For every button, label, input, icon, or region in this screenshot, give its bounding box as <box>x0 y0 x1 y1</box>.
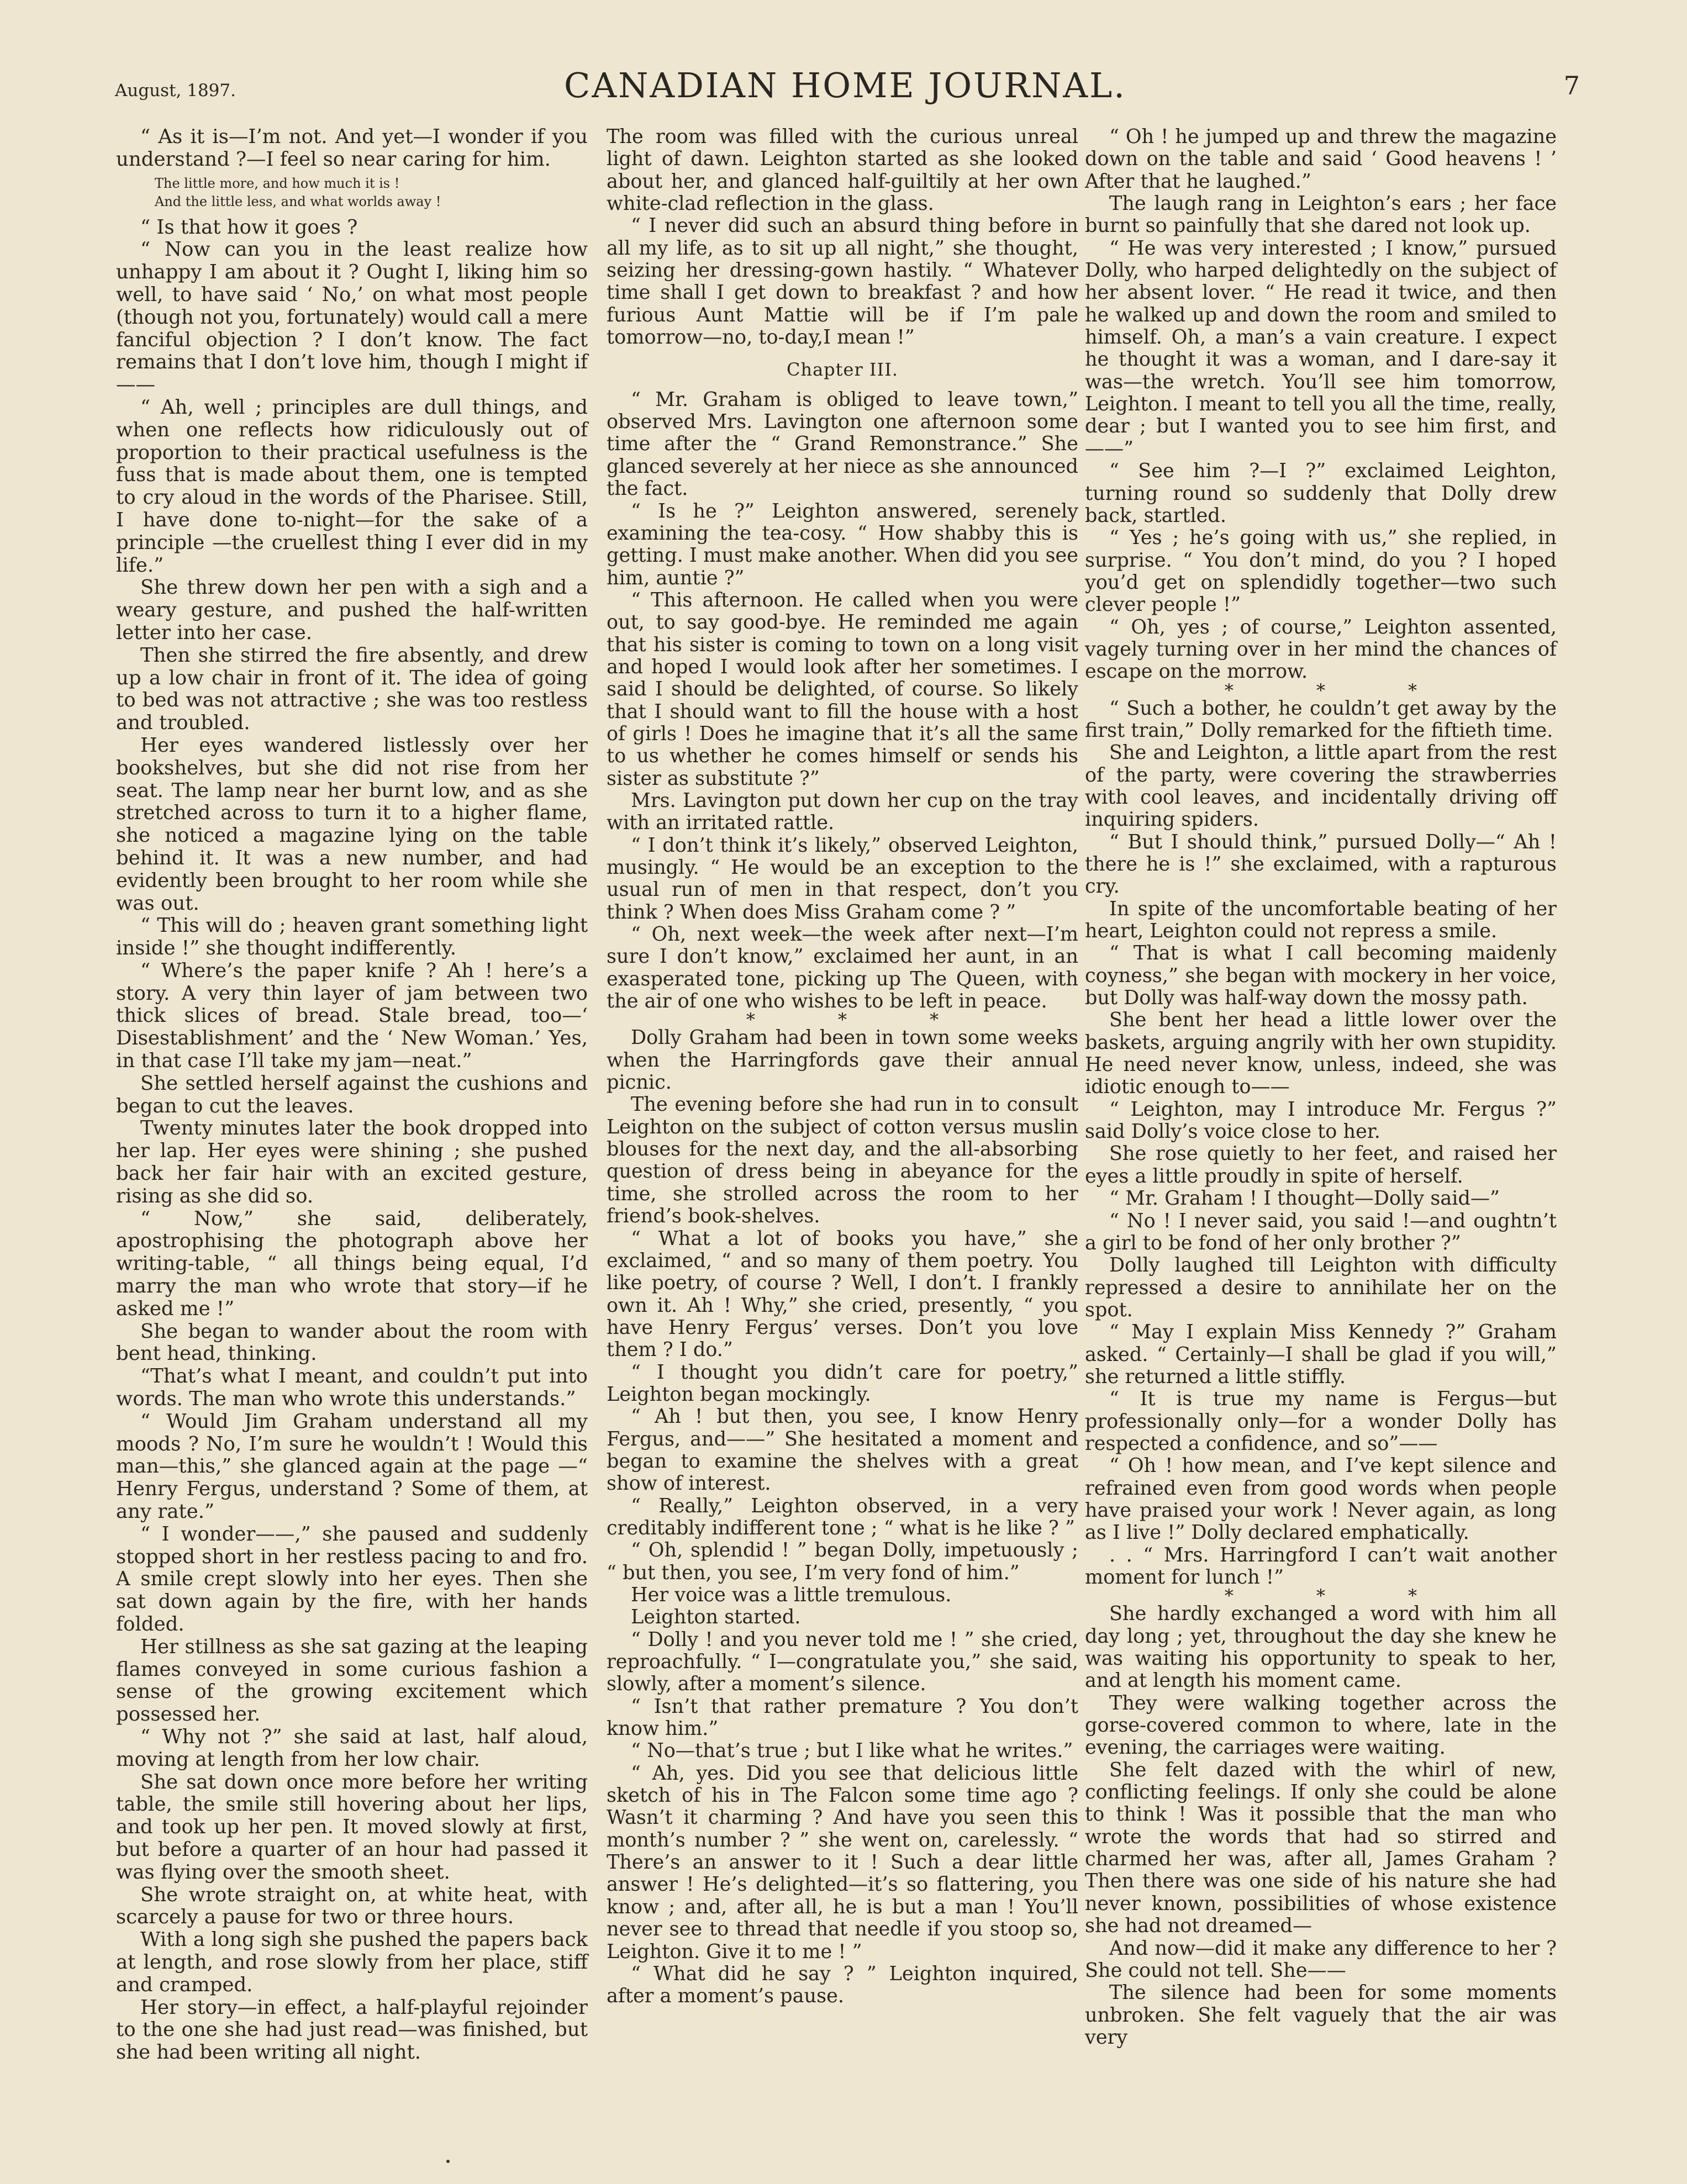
paragraph: “ Is that how it goes ? <box>140 215 358 239</box>
paragraph: “ Is he ?” Leighton answered, serenely examining the tea-cosy. “ How shabby this is getting. I must make another. When did you see him, auntie ?” <box>607 499 1078 589</box>
paragraph: Her story—in effect, a half-playful rejoinder to the one she had just read—was finished, but she had been writing all night. <box>116 1996 588 2064</box>
paragraph: The laugh rang in Leighton’s ears ; her face burnt so painfully that she dared not look up. <box>1085 192 1557 238</box>
paragraph: . . “ Mrs. Harringford I can’t wait another moment for lunch !” <box>1085 1543 1557 1589</box>
text-column-2 <box>607 126 1078 2065</box>
paragraph: They were walking together across the gorse-covered common to where, late in the evening, the carriages were waiting. <box>1085 1691 1557 1759</box>
paragraph: “ Oh, next week—the week after next—I’m sure I don’t know,” exclaimed her aunt, in an exasperated tone, picking up The Queen, with the air of one who wishes to be left in peace. <box>607 923 1078 1013</box>
paragraph: “ Now can you in the least realize how unhappy I am about it ? Ought I, liking him so well, to have said ‘ No,’ on what most people (though not you, fortunately) would call a mere fanciful objection ? I don’t know. The fact remains that I don’t love him, though I might if—— <box>116 238 588 397</box>
paragraph: “ This afternoon. He called when you were out, to say good-bye. He reminded me again that his sister is coming to town on a long visit and hoped I would look after her sometimes. I said I should be delighted, of course. So likely that I should want to fill the house with a host of girls ! Does he imagine that it’s all the same to us whether he comes himself or sends his sister as substitute ?” <box>607 588 1078 790</box>
paragraph: She settled herself against the cushions and began to cut the leaves. <box>116 1072 588 1117</box>
section-break-asterisks: * * * <box>1224 679 1456 701</box>
paragraph: “ What a lot of books you have,” she exclaimed, “ and so many of them poetry. You like poetry, of course ? Well, I don’t. I frankly own it. Ah ! Why,” she cried, presently, “ you have Henry Fergus’ verses. Don’t you love them ? I do.” <box>607 1227 1078 1362</box>
verse-line: And the little less, and what worlds away ! <box>155 193 441 209</box>
paragraph: “ Ah ! but then, you see, I know Henry Fergus, and——” She hesitated a moment and began to examine the shelves with a great show of interest. <box>607 1405 1078 1495</box>
paragraph: She bent her head a little lower over the baskets, arguing angrily with her own stupidity. He need never know, unless, indeed, she was idiotic enough to—— <box>1085 1009 1557 1099</box>
page-header <box>110 65 1580 115</box>
paragraph: She rose quietly to her feet, and raised her eyes a little proudly in spite of herself. <box>1085 1142 1557 1188</box>
paragraph: “ I don’t think it’s likely,” observed Leighton, musingly. “ He would be an exception to the usual run of men in that respect, don’t you think ? When does Miss Graham come ? ” <box>607 833 1078 924</box>
paragraph: “ As it is—I’m not. And yet—I wonder if you understand ?—I feel so near caring for him. <box>116 125 588 171</box>
paragraph: “ Ah, yes. Did you see that delicious little sketch of his in The Falcon some time ago ? Wasn’t it charming ? And have you seen this month’s number ? ” she went on, carelessly. “ There’s an answer to it ! Such a dear little answer ! He’s delighted—it’s so flattering, you know ; and, after all, he is but a man ! You’ll never see to thread that needle if you stoop so, Leighton. Give it to me ! ” <box>607 1761 1078 1963</box>
text-column-1 <box>116 126 588 2065</box>
verse-quote <box>155 175 588 211</box>
paragraph: She began to wander about the room with bent head, thinking. <box>116 1320 588 1365</box>
issue-date: August, 1897. <box>115 81 236 101</box>
verse-line: The little more, and how much it is ! <box>155 175 400 191</box>
publication-title: CANADIAN HOME JOURNAL. <box>563 65 1127 105</box>
paragraph: “ Why not ?” she said at last, half aloud, moving at length from her low chair. <box>116 1725 588 1771</box>
paragraph: “ This will do ; heaven grant something light inside !” she thought indifferently. <box>116 914 588 960</box>
paragraph: Her stillness as she sat gazing at the leaping flames conveyed in some curious fashion a sense of the growing excitement which possessed her. <box>116 1635 588 1726</box>
paragraph: Her eyes wandered listlessly over her bookshelves, but she did not rise from her seat. The lamp near her burnt low, and as she stretched across to turn it to a higher flame, she noticed a magazine lying on the table behind it. It was a new number, and had evidently been brought to her room while she was out. <box>116 734 588 915</box>
paragraph: “ Oh, splendid ! ” began Dolly, impetuously ; “ but then, you see, I’m very fond of him.” <box>607 1539 1078 1584</box>
paragraph: “ No—that’s true ; but I like what he writes.” <box>631 1739 1073 1763</box>
paragraph: “ He was very interested ; I know,” pursued Dolly, who harped delightedly on the subject of her absent lover. “ He read it twice, and then he walked up and down the room and smiled to himself. Oh, a man’s a vain creature. I expect he thought it was a woman, and I dare-say it was—the wretch. You’ll see him tomorrow, Leighton. I meant to tell you all the time, really, dear ; but I wanted you to see him first, and——” <box>1085 236 1557 460</box>
paragraph: “ Dolly ! and you never told me ! ” she cried, reproachfully. “ I—congratulate you,” she said, slowly, after a moment’s silence. <box>607 1628 1078 1696</box>
text-column-3 <box>1085 126 1557 2065</box>
paragraph: She hardly exchanged a word with him all day long ; yet, throughout the day she knew he was waiting his opportunity to speak to her, and at length his moment came. <box>1085 1602 1557 1692</box>
paragraph: “ Mr. Graham ! I thought—Dolly said—” <box>1109 1187 1500 1210</box>
paragraph: The evening before she had run in to consult Leighton on the subject of cotton versus muslin blouses for the next day, and the all-absorbing question of dress being in abeyance for the time, she strolled across the room to her friend’s book-shelves. <box>607 1093 1078 1228</box>
paragraph: Then she stirred the fire absently, and drew up a low chair in front of it. The idea of going to bed was not attractive ; she was too restless and troubled. <box>116 643 588 735</box>
paragraph: “ Oh, yes ; of course,” Leighton assented, vagely turning over in her mind the chances of escape on the morrow. <box>1085 615 1557 683</box>
paragraph: And now—did it make any difference to her ? She could not tell. She—— <box>1085 1937 1557 1982</box>
section-break-asterisks: * * * <box>1224 1585 1456 1607</box>
paragraph: “ Oh ! he jumped up and threw the magazine down on the table and said ‘ Good heavens ! ’ After that he laughed.” <box>1085 125 1557 193</box>
paragraph: With a long sigh she pushed the papers back at length, and rose slowly from her place, stiff and cramped. <box>116 1928 588 1996</box>
paragraph: “ See him ?—I ?” exclaimed Leighton, turning round so suddenly that Dolly drew back, startled. <box>1085 460 1557 527</box>
paragraph: She felt dazed with the whirl of new, conflicting feelings. If only she could be alone to think ! Was it possible that the man who wrote the words that had so stirred and charmed her was, after all, James Graham ? Then there was one side of his nature she had never known, possibilities of whose existence she had not dreamed— <box>1085 1758 1557 1938</box>
paragraph: “ Oh ! how mean, and I’ve kept silence and refrained even from good words when people have praised your work ! Never again, as long as I live !” Dolly declared emphatically. <box>1085 1454 1557 1544</box>
paragraph: “ Such a bother, he couldn’t get away by the first train,” Dolly remarked for the fiftieth time. <box>1085 697 1557 742</box>
paragraph: “ Isn’t that rather premature ? You don’t know him.” <box>607 1695 1078 1740</box>
paragraph: “ What did he say ? ” Leighton inquired, after a moment’s pause. <box>607 1962 1078 2008</box>
paragraph: In spite of the uncomfortable beating of her heart, Leighton could not repress a smile. <box>1085 897 1557 943</box>
paragraph: Her voice was a little tremulous. <box>631 1584 952 1606</box>
chapter-heading: Chapter III. <box>786 359 898 381</box>
paragraph: Leighton started. <box>631 1606 801 1629</box>
paragraph: She sat down once more before her writing table, the smile still hovering about her lips, and took up her pen. It moved slowly at first, but before a quarter of an hour had passed it was flying over the smooth sheet. <box>116 1770 588 1884</box>
paragraph: “ No ! I never said, you said !—and oughtn’t a girl to be fond of her only brother ?” <box>1085 1209 1557 1254</box>
paragraph: Mrs. Lavington put down her cup on the tray with an irritated rattle. <box>607 789 1078 835</box>
section-break-asterisks: * * * <box>746 1009 978 1031</box>
paragraph: The room was filled with the curious unreal light of dawn. Leighton started as she looked about her, and glanced half-guiltily at her own white-clad reflection in the glass. <box>607 125 1078 215</box>
paragraph: “ Now,” she said, deliberately, apostrophising the photograph above her writing-table, “ all things being equal, I’d marry the man who wrote that story—if he asked me !” <box>116 1207 588 1320</box>
paragraph: “ Would Jim Graham understand all my moods ? No, I’m sure he wouldn’t ! Would this man—this,” she glanced again at the page —“ Henry Fergus, understand ? Some of them, at any rate.” <box>116 1410 588 1523</box>
paragraph: “ Mr. Graham is obliged to leave town,” observed Mrs. Lavington one afternoon some time after the “ Grand Remonstrance.” She glanced severely at her niece as she announced the fact. <box>607 388 1078 500</box>
paragraph: “That’s what I meant, and couldn’t put into words. The man who wrote this understands.” <box>116 1365 588 1411</box>
paragraph: “ But I should think,” pursued Dolly—“ Ah ! there he is !” she exclaimed, with a rapturous cry. <box>1085 830 1557 898</box>
paragraph: “ Yes ; he’s going with us,” she replied, in surprise. “ You don’t mind, do you ? I hoped you’d get on splendidly together—two such clever people !” <box>1085 526 1557 616</box>
paragraph: “ May I explain Miss Kennedy ?” Graham asked. “ Certainly—I shall be glad if you will,” she returned a little stiffly. <box>1085 1321 1557 1388</box>
paragraph: “ It is true my name is Fergus—but professionally only—for a wonder Dolly has respected a confidence, and so”—— <box>1085 1388 1557 1455</box>
paragraph: She threw down her pen with a sigh and a weary gesture, and pushed the half-written letter into her case. <box>116 576 588 644</box>
paragraph: Dolly Graham had been in town some weeks when the Harringfords gave their annual picnic. <box>607 1026 1078 1094</box>
paragraph: Twenty minutes later the book dropped into her lap. Her eyes were shining ; she pushed back her fair hair with an excited gesture, rising as she did so. <box>116 1117 588 1207</box>
paragraph: The silence had been for some moments unbroken. She felt vaguely that the air was very <box>1085 1981 1557 2049</box>
paragraph: “ That is what I call becoming maidenly coyness,” she began with mockery in her voice, but Dolly was half-way down the mossy path. <box>1085 942 1557 1010</box>
paragraph: “ Where’s the paper knife ? Ah ! here’s a story. A very thin layer of jam between two thick slices of bread. Stale bread, too—‘ Disestablishment’ and the ‘ New Woman.’ Yes, in that case I’ll take my jam—neat.” <box>116 959 588 1073</box>
paragraph: She and Leighton, a little apart from the rest of the party, were covering the strawberries with cool leaves, and incidentally driving off inquiring spiders. <box>1085 741 1557 831</box>
paragraph: “ Really,” Leighton observed, in a very creditably indifferent tone ; “ what is he like ? ” <box>607 1494 1078 1539</box>
page-number: 7 <box>1563 71 1580 101</box>
paragraph: “ I wonder——,” she paused and suddenly stopped short in her restless pacing to and fro. A smile crept slowly into her eyes. Then she sat down again by the fire, with her hands folded. <box>116 1522 588 1636</box>
paragraph: “ Ah, well ; principles are dull things, and when one reflects how ridiculously out of proportion to their practical usefulness is the fuss that is made about them, one is tempted to cry aloud in the words of the Pharisee. Still, I have done to-night—for the sake of a principle —the cruellest thing I ever did in my life.” <box>116 395 588 577</box>
paragraph: Dolly laughed till Leighton with difficulty repressed a desire to annihilate her on the spot. <box>1085 1254 1557 1321</box>
paragraph: She wrote straight on, at white heat, with scarcely a pause for two or three hours. <box>116 1883 588 1929</box>
paragraph: “ I thought you didn’t care for poetry,” Leighton began mockingly. <box>607 1360 1078 1406</box>
paragraph: “ Leighton, may I introduce Mr. Fergus ?” said Dolly’s voice close to her. <box>1085 1098 1557 1143</box>
paragraph: “ I never did such an absurd thing before in all my life, as to sit up all night,” she thought, seizing her dressing-gown hastily. “ Whatever time shall I get down to breakfast ? and how furious Aunt Mattie will be if I’m pale tomorrow—no, to-day,I mean !” <box>607 214 1078 349</box>
paper-speck <box>446 2160 450 2163</box>
